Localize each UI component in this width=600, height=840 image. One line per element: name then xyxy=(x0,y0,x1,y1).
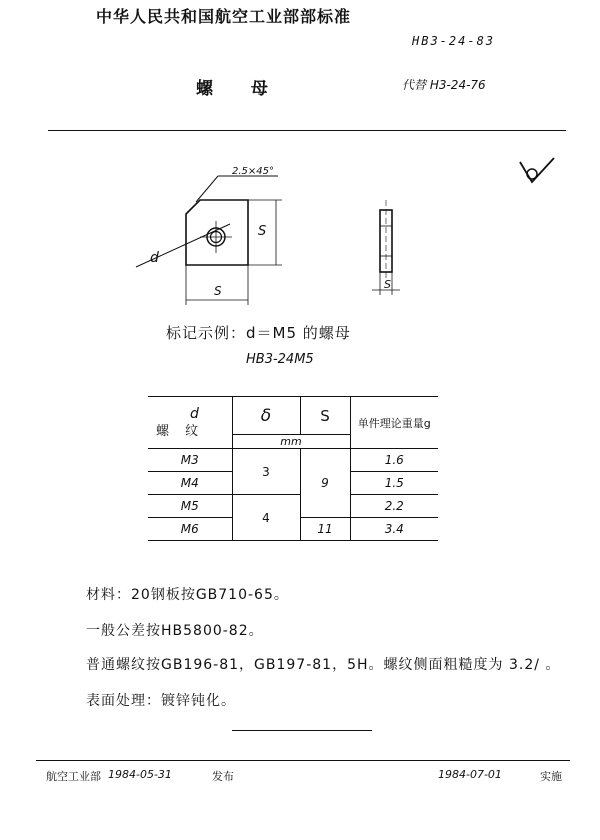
note-tolerance: 一般公差按HB5800-82。 xyxy=(86,623,264,639)
footer-issuer: 航空工业部 xyxy=(46,770,101,783)
footer-effective-date: 1984-07-01 xyxy=(438,768,502,781)
delta-header: δ xyxy=(232,397,300,435)
s-header: S xyxy=(300,397,350,435)
nut-drawing xyxy=(0,140,600,315)
footer-issue-date: 1984-05-31 xyxy=(108,768,172,781)
thread-header: d 螺 纹 xyxy=(148,397,232,449)
table-row: M4 1.5 xyxy=(148,472,438,495)
footer-rule xyxy=(36,760,570,761)
footer-issue-label: 发布 xyxy=(212,770,234,783)
standard-number: HB3-24-83 xyxy=(412,34,496,48)
marking-example: 标记示例：d＝M5 的螺母 xyxy=(166,324,351,342)
footer-effective-label: 实施 xyxy=(540,770,562,783)
document-title: 螺 母 xyxy=(196,79,284,99)
dim-s-side-label: S xyxy=(384,278,391,291)
unit-label: mm xyxy=(232,435,350,449)
dim-s-right-label: S xyxy=(258,224,267,239)
note-surface: 表面处理：镀锌钝化。 xyxy=(86,693,236,709)
note-material: 材料：20钢板按GB710-65。 xyxy=(86,587,289,603)
replaces-standard: 代替 H3-24-76 xyxy=(402,78,486,92)
note-thread: 普通螺纹按GB196-81，GB197-81，5H。螺纹侧面粗糙度为 3.2/ 。 xyxy=(86,657,561,673)
table-row: M3 3 9 1.6 xyxy=(148,449,438,472)
dim-d-label: d xyxy=(150,250,159,266)
table-row: M5 4 2.2 xyxy=(148,495,438,518)
standard-org-title: 中华人民共和国航空工业部部标准 xyxy=(96,7,352,26)
nut-outline xyxy=(186,200,248,265)
table-row: M6 11 3.4 xyxy=(148,518,438,541)
weight-header: 单件理论重量g xyxy=(350,397,438,449)
chamfer-label: 2.5×45° xyxy=(232,166,275,177)
header-rule xyxy=(48,130,566,131)
marking-code: HB3-24M5 xyxy=(246,352,314,367)
end-rule xyxy=(232,730,372,731)
dim-s-bottom-label: S xyxy=(214,284,222,298)
dimension-table xyxy=(148,396,438,541)
